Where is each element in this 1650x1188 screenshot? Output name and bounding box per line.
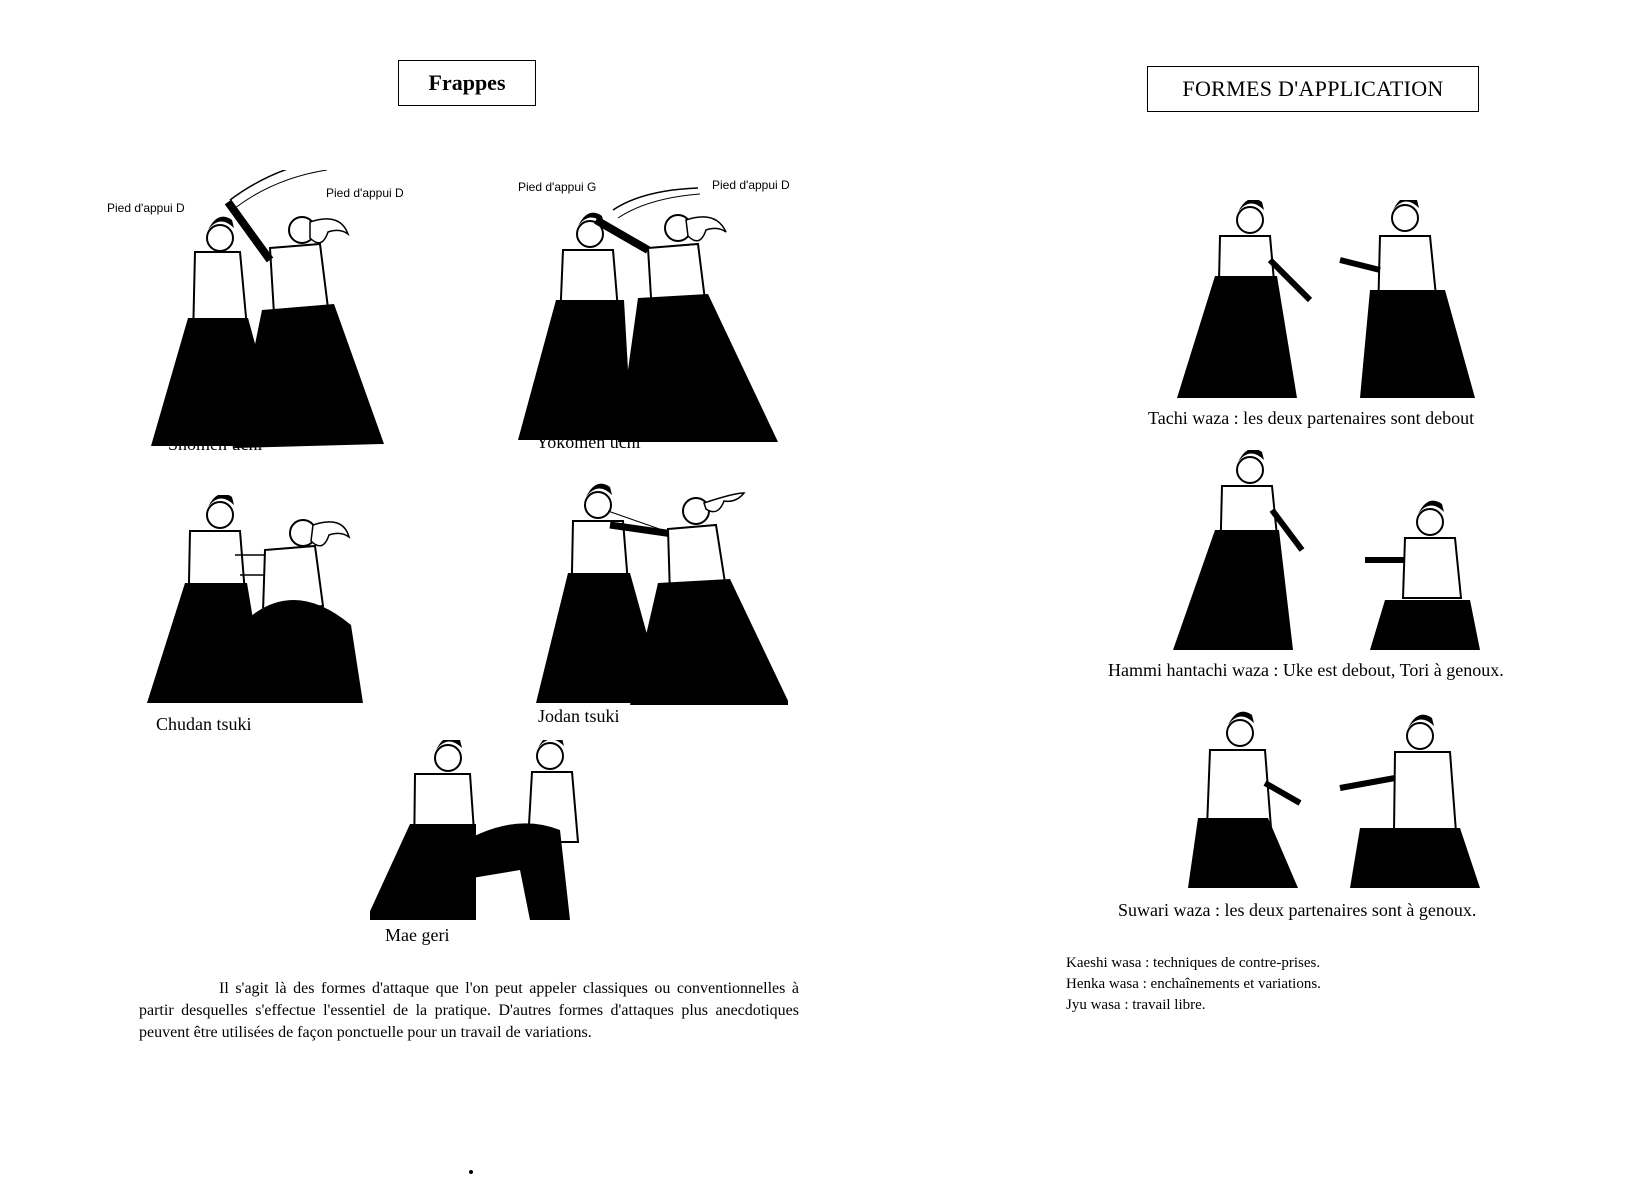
page-title-frappes: Frappes [398,60,536,106]
illustration-tachi-waza [1165,200,1485,405]
note-item: Jyu wasa : travail libre. [1066,997,1206,1013]
illustration-yokomen-uchi [518,170,783,448]
figure-label: Pied d'appui D [107,201,185,215]
figure-caption: Yokomen uchi [536,432,641,452]
figure-caption: Jodan tsuki [538,706,620,726]
page-dot [469,1170,473,1174]
figure-caption: Chudan tsuki [156,714,252,734]
body-paragraph: Il s'agit là des formes d'attaque que l'on peut appeler classiques ou conventionnelles à partir desquelles s'effectue l'essentiel de la pratique. D'autres formes d'attaques plus anecdotiques peuvent être utilisées de façon ponctuelle pour un travail de variations. [139,980,799,1041]
figure-caption: Shomen uchi [168,434,263,454]
page-title-formes-application: FORMES D'APPLICATION [1147,66,1479,112]
figure-label: Pied d'appui D [712,178,790,192]
figure-caption: Tachi waza : les deux partenaires sont debout [1148,408,1475,428]
illustration-chudan-tsuki [145,495,375,705]
figure-caption: Hammi hantachi waza : Uke est debout, Tori à genoux. [1108,660,1504,680]
illustration-shomen-uchi [150,170,390,452]
illustration-suwari-waza [1150,708,1485,898]
illustration-mae-geri [370,740,600,925]
note-item: Kaeshi wasa : techniques de contre-prises. [1066,955,1321,971]
figure-caption: Mae geri [385,925,450,945]
figure-caption: Suwari waza : les deux partenaires sont à genoux. [1118,900,1477,920]
figure-label: Pied d'appui G [518,180,597,194]
illustration-hammi-hantachi-waza [1160,450,1490,655]
figure-label: Pied d'appui D [326,186,404,200]
note-item: Henka wasa : enchaînements et variations. [1066,976,1321,992]
illustration-jodan-tsuki [528,483,788,713]
